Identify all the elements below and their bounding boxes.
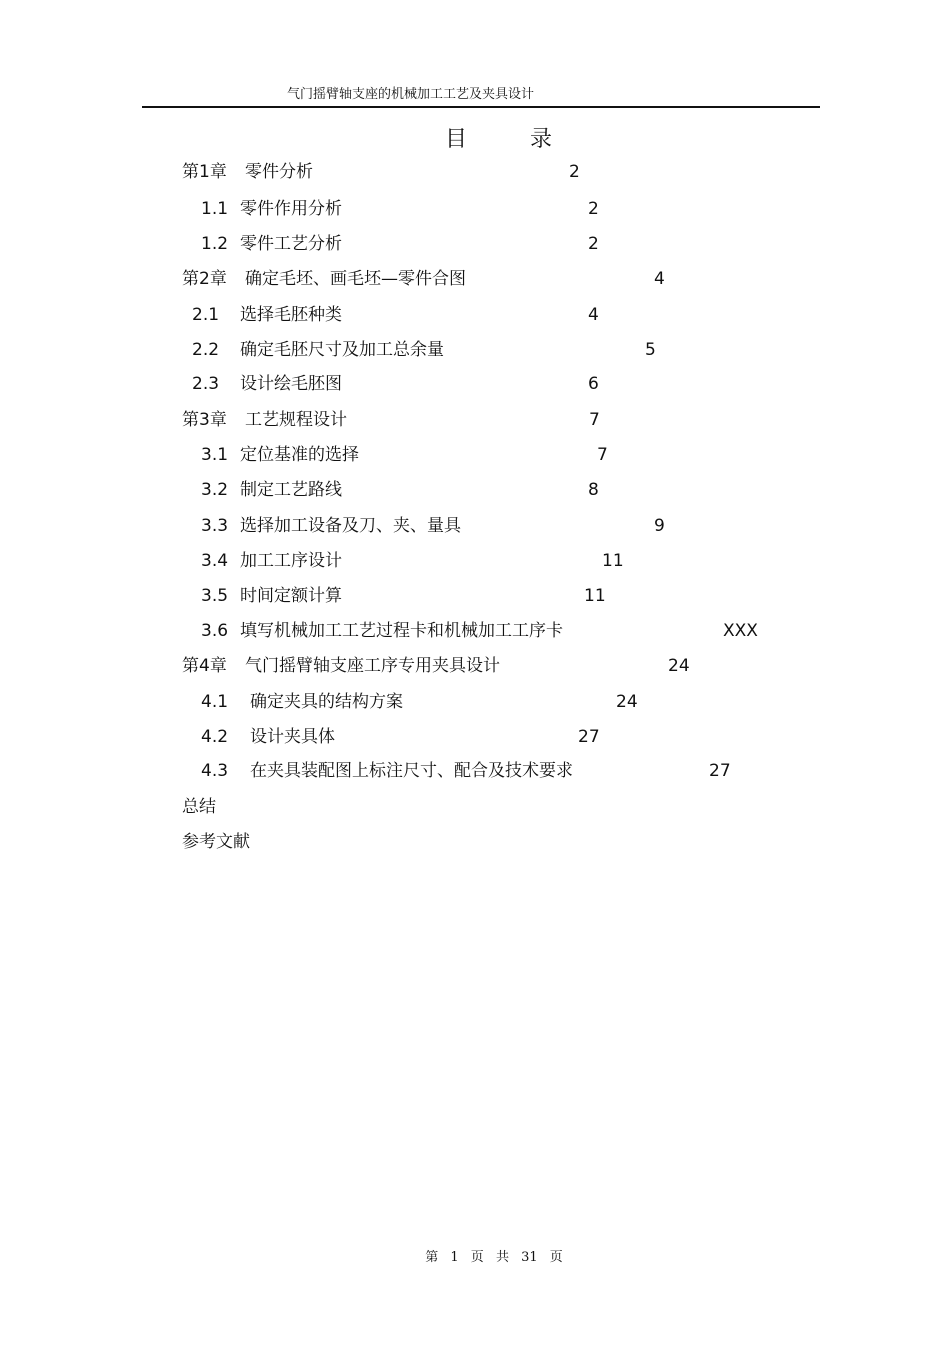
toc-entry-number: 第4章: [182, 656, 227, 676]
toc-entry-number: 1.2: [201, 234, 229, 254]
toc-entry-label: 填写机械加工工艺过程卡和机械加工工序卡: [240, 621, 563, 641]
footer-page-word: 页: [470, 1250, 484, 1265]
running-header-title: 气门摇臂轴支座的机械加工工艺及夹具设计: [287, 87, 535, 102]
footer-total-pages: 31: [521, 1250, 538, 1265]
toc-entry-label: 确定夹具的结构方案: [250, 692, 403, 712]
toc-entry-number: 3.2: [201, 480, 229, 500]
toc-entry-page: 2: [588, 199, 599, 219]
toc-entry-label: 气门摇臂轴支座工序专用夹具设计: [245, 656, 500, 676]
toc-entry-page: 8: [588, 480, 599, 500]
toc-entry-page: 6: [588, 374, 599, 394]
toc-entry-label: 选择毛胚种类: [240, 305, 342, 325]
toc-entry-number: 2.2: [192, 340, 220, 360]
toc-entry-page: 9: [654, 516, 665, 536]
toc-entry-page: XXX: [723, 621, 758, 641]
toc-entry-number: 3.4: [201, 551, 229, 571]
toc-entry-number: 第2章: [182, 269, 227, 289]
toc-entry-label: 总结: [182, 797, 216, 817]
toc-entry-number: 3.6: [201, 621, 229, 641]
toc-entry-label: 时间定额计算: [240, 586, 342, 606]
toc-entry-page: 5: [645, 340, 656, 360]
toc-entry-label: 选择加工设备及刀、夹、量具: [240, 516, 461, 536]
toc-entry-label: 确定毛胚尺寸及加工总余量: [240, 340, 444, 360]
toc-entry-page: 4: [588, 305, 599, 325]
toc-entry-number: 3.1: [201, 445, 229, 465]
footer-current-page: 1: [450, 1250, 459, 1265]
toc-entry-number: 2.1: [192, 305, 220, 325]
toc-entry-number: 2.3: [192, 374, 220, 394]
footer-total-word: 共: [495, 1250, 509, 1265]
footer-prefix: 第: [425, 1250, 439, 1265]
toc-entry-page: 2: [569, 162, 580, 182]
toc-entry-page: 24: [616, 692, 638, 712]
toc-entry-label: 确定毛坯、画毛坯—零件合图: [245, 269, 466, 289]
toc-entry-page: 11: [584, 586, 606, 606]
toc-entry-label: 制定工艺路线: [240, 480, 342, 500]
toc-entry-page: 7: [597, 445, 608, 465]
toc-entry-page: 27: [709, 761, 731, 781]
toc-entry-page: 4: [654, 269, 665, 289]
toc-entry-page: 27: [578, 727, 600, 747]
toc-entry-number: 第3章: [182, 410, 227, 430]
toc-entry-number: 4.3: [201, 761, 229, 781]
page-footer: [0, 1246, 950, 1265]
toc-entry-label: 设计夹具体: [250, 727, 335, 747]
toc-entry-label: 参考文献: [182, 832, 250, 852]
toc-entry-number: 第1章: [182, 162, 227, 182]
toc-entry-label: 加工工序设计: [240, 551, 342, 571]
toc-entry-page: 2: [588, 234, 599, 254]
toc-entry-label: 零件作用分析: [240, 199, 342, 219]
toc-entry-label: 零件分析: [245, 162, 313, 182]
toc-entry-label: 零件工艺分析: [240, 234, 342, 254]
toc-entry-page: 11: [602, 551, 624, 571]
toc-entry-number: 3.5: [201, 586, 229, 606]
toc-entry-label: 定位基准的选择: [240, 445, 359, 465]
toc-entry-page: 24: [668, 656, 690, 676]
toc-entry-number: 4.1: [201, 692, 229, 712]
footer-suffix: 页: [549, 1250, 563, 1265]
toc-title: 目 录: [445, 127, 580, 152]
toc-entry-label: 设计绘毛胚图: [240, 374, 342, 394]
toc-entry-number: 4.2: [201, 727, 229, 747]
toc-entry-page: 7: [589, 410, 600, 430]
header-divider: [142, 106, 820, 108]
toc-entry-number: 3.3: [201, 516, 229, 536]
toc-entry-number: 1.1: [201, 199, 229, 219]
toc-entry-label: 在夹具装配图上标注尺寸、配合及技术要求: [250, 761, 573, 781]
toc-entry-label: 工艺规程设计: [245, 410, 347, 430]
